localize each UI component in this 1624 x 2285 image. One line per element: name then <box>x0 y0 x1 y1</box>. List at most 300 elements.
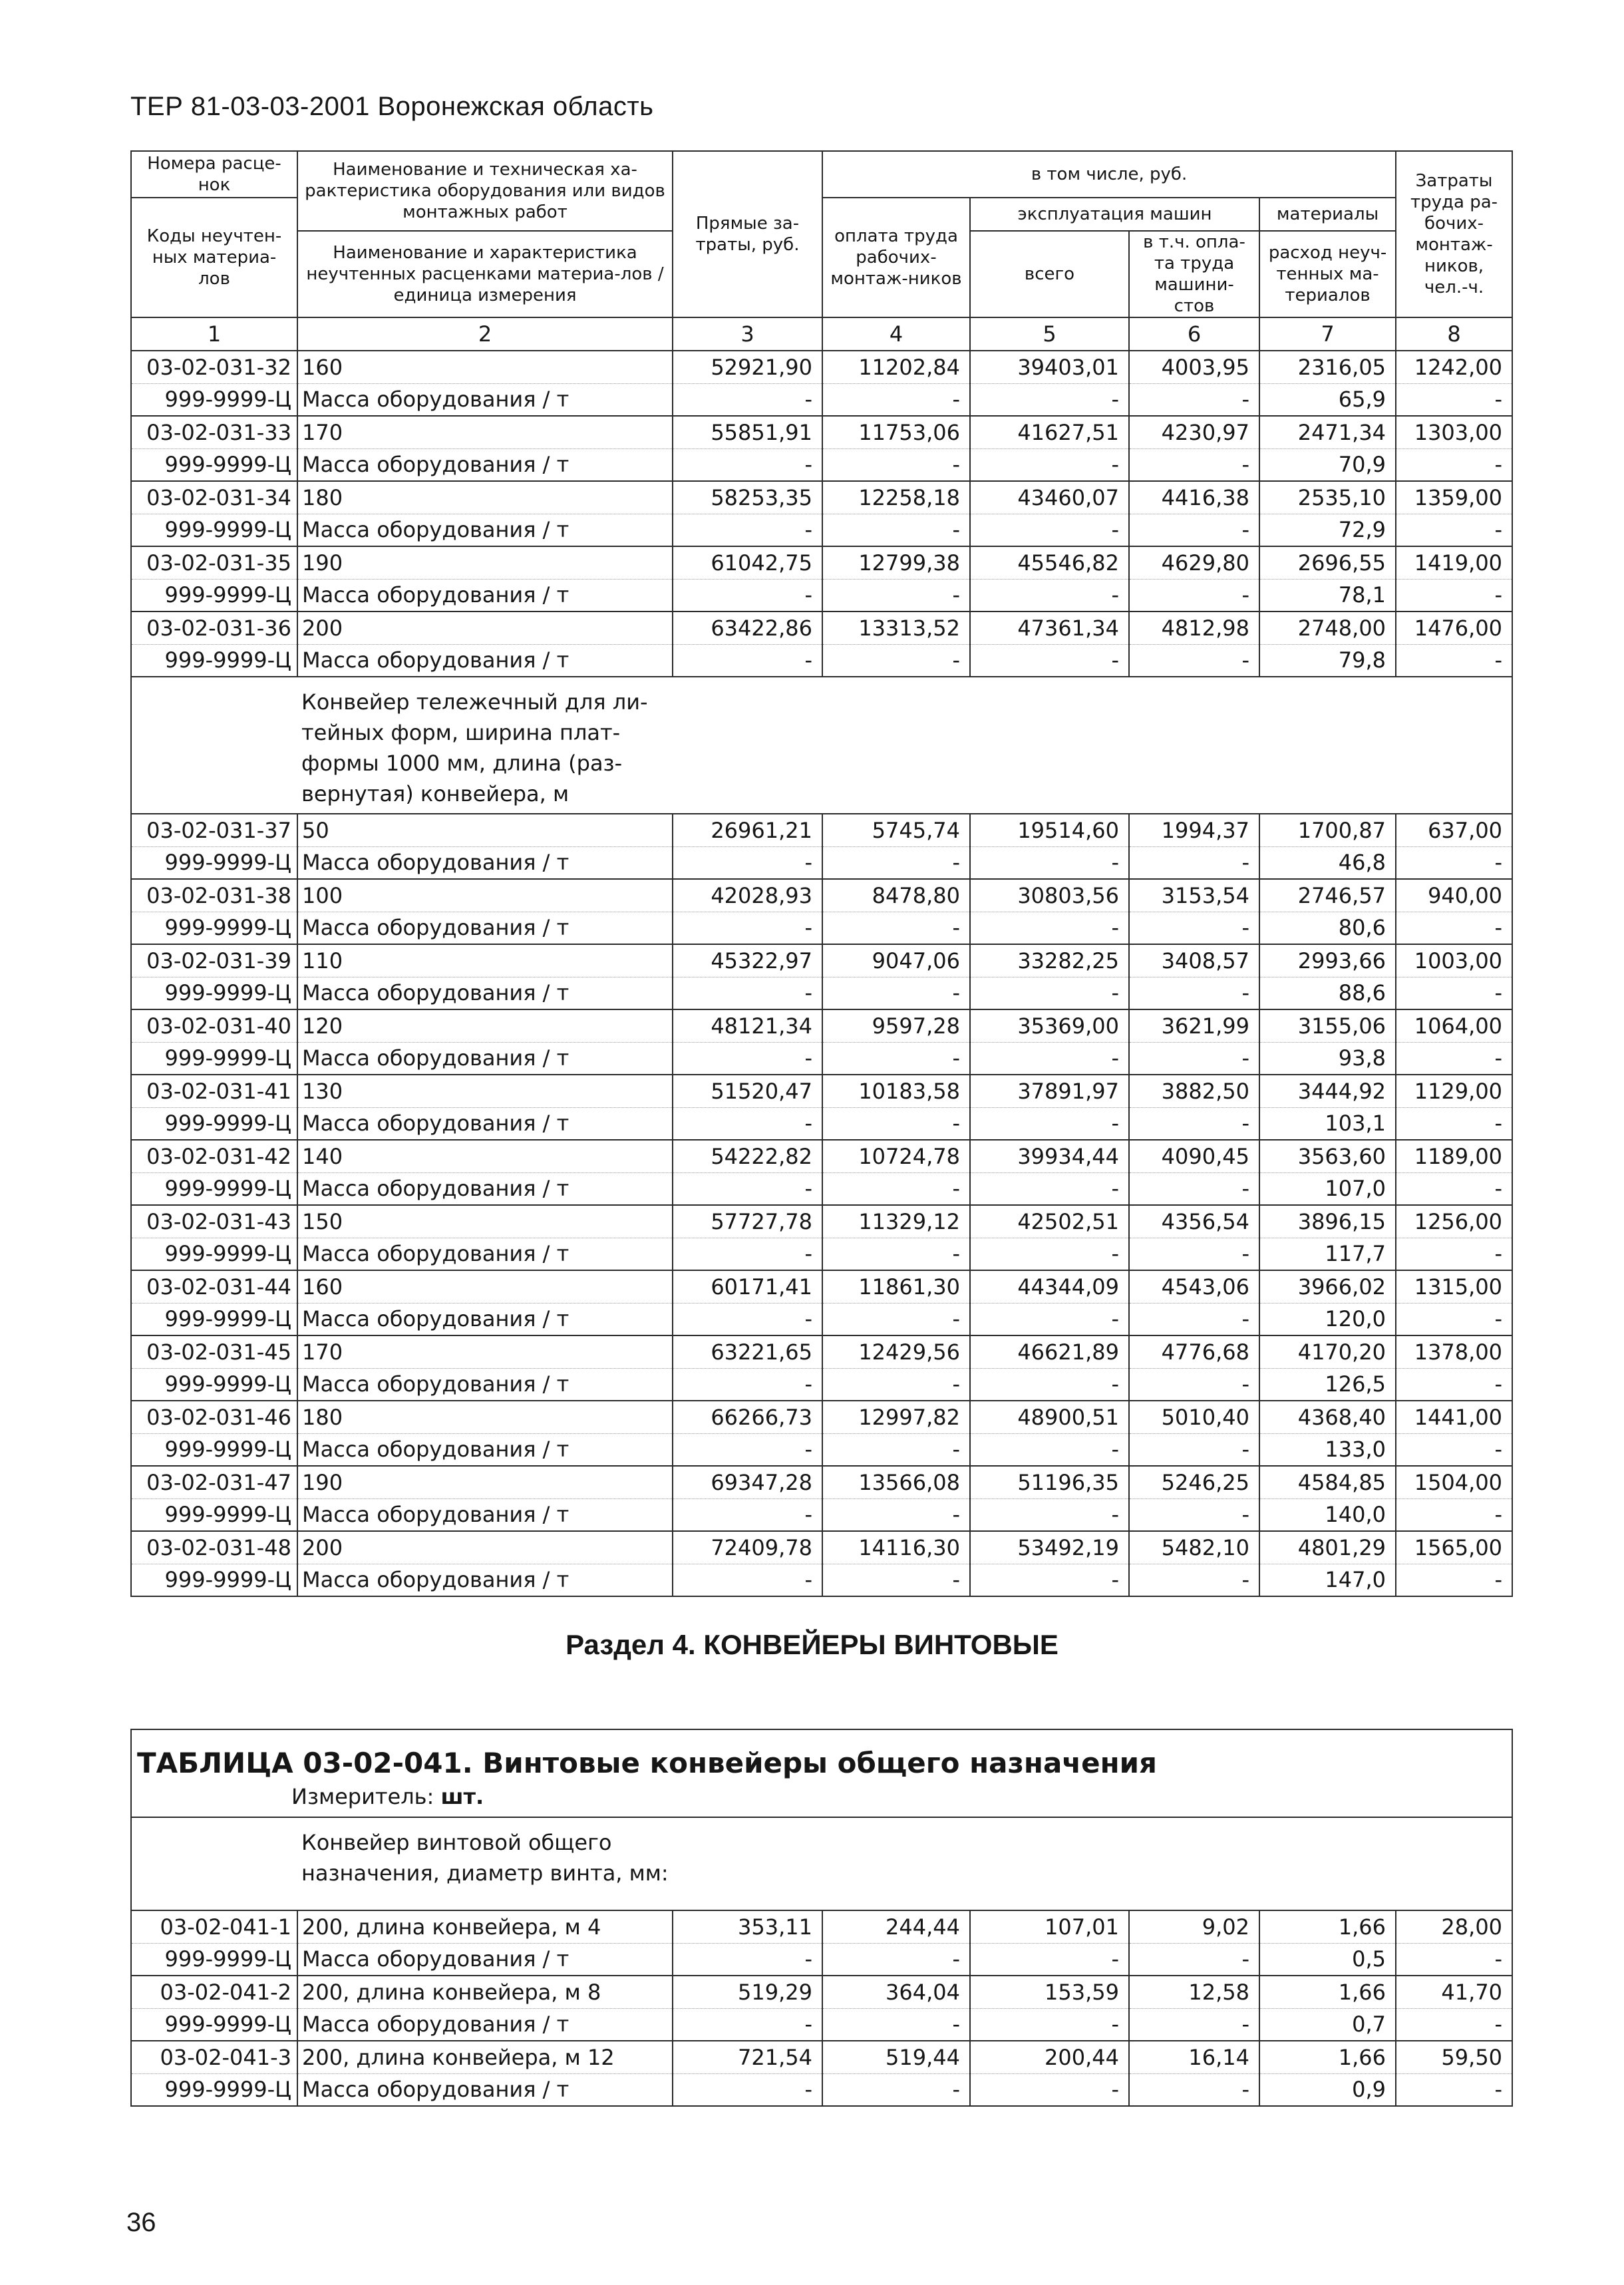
rate-row <box>131 1531 1512 1564</box>
direct-costs: 54222,82 <box>673 1140 822 1172</box>
material-name: Масса оборудования / т <box>297 1238 673 1270</box>
machines-incl: 4356,54 <box>1129 1205 1259 1238</box>
machines-incl: 3153,54 <box>1129 879 1259 912</box>
material-row <box>131 2008 1512 2041</box>
materials: 2316,05 <box>1259 351 1396 383</box>
dash: - <box>1129 1564 1259 1596</box>
dash: - <box>1396 1498 1512 1531</box>
dash: - <box>822 514 970 546</box>
dash: - <box>1129 1943 1259 1976</box>
rate-name: 120 <box>297 1009 673 1042</box>
dash: - <box>1396 448 1512 481</box>
labor-pay: 9597,28 <box>822 1009 970 1042</box>
dash: - <box>822 1564 970 1596</box>
labor-hours: 940,00 <box>1396 879 1512 912</box>
machines-incl: 4812,98 <box>1129 612 1259 644</box>
material-code: 999-9999-Ц <box>131 2073 297 2106</box>
material-name: Масса оборудования / т <box>297 1498 673 1531</box>
col-number: 1 <box>131 317 297 351</box>
labor-hours: 1419,00 <box>1396 546 1512 579</box>
machines-total: 46621,89 <box>970 1335 1129 1368</box>
rate-name: 200, длина конвейера, м 8 <box>297 1976 673 2008</box>
header-machines: эксплуатация машин <box>970 198 1259 231</box>
header-name-bottom: Наименование и характеристика неучтенных расценками материа-лов / единица измерения <box>297 231 673 317</box>
dash: - <box>673 1433 822 1466</box>
machines-incl: 5482,10 <box>1129 1531 1259 1564</box>
meter-label: Измеритель: <box>291 1784 434 1809</box>
material-name: Масса оборудования / т <box>297 1172 673 1205</box>
labor-hours: 1359,00 <box>1396 481 1512 514</box>
material-row <box>131 2073 1512 2106</box>
labor-hours: 637,00 <box>1396 814 1512 846</box>
direct-costs: 721,54 <box>673 2041 822 2073</box>
dash: - <box>822 1303 970 1335</box>
machines-total: 37891,97 <box>970 1075 1129 1107</box>
materials: 4170,20 <box>1259 1335 1396 1368</box>
labor-pay: 13566,08 <box>822 1466 970 1498</box>
rate-name: 130 <box>297 1075 673 1107</box>
material-code: 999-9999-Ц <box>131 514 297 546</box>
material-name: Масса оборудования / т <box>297 2073 673 2106</box>
dash: - <box>1129 1172 1259 1205</box>
dash: - <box>970 1433 1129 1466</box>
dash: - <box>1396 383 1512 416</box>
material-code: 999-9999-Ц <box>131 644 297 677</box>
materials: 1,66 <box>1259 2041 1396 2073</box>
material-code: 999-9999-Ц <box>131 1172 297 1205</box>
material-row <box>131 1303 1512 1335</box>
header-labor-pay: оплата труда рабочих-монтаж-ников <box>822 198 970 317</box>
material-consumption: 117,7 <box>1259 1238 1396 1270</box>
dash: - <box>970 1564 1129 1596</box>
direct-costs: 55851,91 <box>673 416 822 448</box>
material-row <box>131 1107 1512 1140</box>
rate-name: 190 <box>297 546 673 579</box>
material-code: 999-9999-Ц <box>131 1433 297 1466</box>
dash: - <box>1396 1172 1512 1205</box>
header-machines-total: всего <box>970 231 1129 317</box>
materials: 3563,60 <box>1259 1140 1396 1172</box>
dash: - <box>822 1433 970 1466</box>
rate-code: 03-02-031-37 <box>131 814 297 846</box>
rate-name: 160 <box>297 1270 673 1303</box>
rate-row <box>131 879 1512 912</box>
dash: - <box>970 2073 1129 2106</box>
meter-unit: шт. <box>440 1784 484 1809</box>
rate-code: 03-02-031-45 <box>131 1335 297 1368</box>
material-consumption: 80,6 <box>1259 912 1396 944</box>
rate-name: 140 <box>297 1140 673 1172</box>
dash: - <box>1396 1238 1512 1270</box>
material-code: 999-9999-Ц <box>131 579 297 612</box>
direct-costs: 48121,34 <box>673 1009 822 1042</box>
machines-total: 33282,25 <box>970 944 1129 977</box>
dash: - <box>1129 977 1259 1009</box>
rate-row <box>131 1976 1512 2008</box>
machines-incl: 12,58 <box>1129 1976 1259 2008</box>
dash: - <box>1396 1107 1512 1140</box>
material-name: Масса оборудования / т <box>297 846 673 879</box>
rate-code: 03-02-031-43 <box>131 1205 297 1238</box>
dash: - <box>673 514 822 546</box>
materials: 2535,10 <box>1259 481 1396 514</box>
material-row <box>131 1042 1512 1075</box>
col-number: 5 <box>970 317 1129 351</box>
labor-pay: 9047,06 <box>822 944 970 977</box>
machines-total: 35369,00 <box>970 1009 1129 1042</box>
rate-row <box>131 944 1512 977</box>
col-number: 8 <box>1396 317 1512 351</box>
col-number: 6 <box>1129 317 1259 351</box>
dash: - <box>1396 1303 1512 1335</box>
dash: - <box>673 1238 822 1270</box>
material-row <box>131 448 1512 481</box>
machines-incl: 5246,25 <box>1129 1466 1259 1498</box>
dash: - <box>1129 912 1259 944</box>
material-name: Масса оборудования / т <box>297 448 673 481</box>
dash: - <box>1129 1238 1259 1270</box>
machines-total: 47361,34 <box>970 612 1129 644</box>
machines-total: 53492,19 <box>970 1531 1129 1564</box>
dash: - <box>822 2008 970 2041</box>
direct-costs: 52921,90 <box>673 351 822 383</box>
dash: - <box>1396 1433 1512 1466</box>
rate-name: 180 <box>297 1401 673 1433</box>
materials: 2993,66 <box>1259 944 1396 977</box>
material-name: Масса оборудования / т <box>297 644 673 677</box>
material-consumption: 65,9 <box>1259 383 1396 416</box>
direct-costs: 60171,41 <box>673 1270 822 1303</box>
machines-total: 44344,09 <box>970 1270 1129 1303</box>
rate-code: 03-02-031-46 <box>131 1401 297 1433</box>
rate-row <box>131 546 1512 579</box>
dash: - <box>970 1042 1129 1075</box>
rate-row <box>131 1401 1512 1433</box>
col-number: 3 <box>673 317 822 351</box>
labor-hours: 28,00 <box>1396 1910 1512 1943</box>
dash: - <box>1129 383 1259 416</box>
material-name: Масса оборудования / т <box>297 1433 673 1466</box>
material-consumption: 107,0 <box>1259 1172 1396 1205</box>
dash: - <box>970 1303 1129 1335</box>
dash: - <box>673 912 822 944</box>
dash: - <box>1396 1042 1512 1075</box>
dash: - <box>673 2008 822 2041</box>
dash: - <box>970 383 1129 416</box>
page-header: ТЕР 81-03-03-2001 Воронежская область <box>130 92 654 121</box>
material-name: Масса оборудования / т <box>297 1107 673 1140</box>
dash: - <box>1129 579 1259 612</box>
material-row <box>131 514 1512 546</box>
materials: 3155,06 <box>1259 1009 1396 1042</box>
material-row <box>131 1943 1512 1976</box>
materials: 2471,34 <box>1259 416 1396 448</box>
material-consumption: 70,9 <box>1259 448 1396 481</box>
machines-incl: 5010,40 <box>1129 1401 1259 1433</box>
direct-costs: 26961,21 <box>673 814 822 846</box>
direct-costs: 51520,47 <box>673 1075 822 1107</box>
rate-code: 03-02-031-34 <box>131 481 297 514</box>
material-code: 999-9999-Ц <box>131 383 297 416</box>
material-consumption: 120,0 <box>1259 1303 1396 1335</box>
page-number: 36 <box>126 2208 156 2237</box>
dash: - <box>970 1943 1129 1976</box>
materials: 3966,02 <box>1259 1270 1396 1303</box>
dash: - <box>822 1042 970 1075</box>
group-label-trolley-conveyor: Конвейер тележечный для ли-тейных форм, ширина плат-формы 1000 мм, длина (раз-вернутая) конвейера, м <box>297 677 673 814</box>
col-number: 4 <box>822 317 970 351</box>
rate-code: 03-02-031-42 <box>131 1140 297 1172</box>
dash: - <box>822 383 970 416</box>
machines-total: 153,59 <box>970 1976 1129 2008</box>
labor-pay: 12997,82 <box>822 1401 970 1433</box>
section-heading: Раздел 4. КОНВЕЙЕРЫ ВИНТОВЫЕ <box>566 1629 1058 1660</box>
rate-name: 200 <box>297 612 673 644</box>
rate-row <box>131 1466 1512 1498</box>
machines-incl: 4416,38 <box>1129 481 1259 514</box>
direct-costs: 353,11 <box>673 1910 822 1943</box>
material-name: Масса оборудования / т <box>297 1042 673 1075</box>
material-code: 999-9999-Ц <box>131 1943 297 1976</box>
rate-code: 03-02-031-48 <box>131 1531 297 1564</box>
materials: 1,66 <box>1259 1910 1396 1943</box>
dash: - <box>673 977 822 1009</box>
material-consumption: 0,9 <box>1259 2073 1396 2106</box>
rate-name: 190 <box>297 1466 673 1498</box>
material-code: 999-9999-Ц <box>131 1564 297 1596</box>
material-code: 999-9999-Ц <box>131 912 297 944</box>
col-number: 7 <box>1259 317 1396 351</box>
direct-costs: 45322,97 <box>673 944 822 977</box>
dash: - <box>1396 1368 1512 1401</box>
rates-table-03-02-041 <box>130 1729 1513 2107</box>
dash: - <box>1396 644 1512 677</box>
machines-incl: 4543,06 <box>1129 1270 1259 1303</box>
materials: 3896,15 <box>1259 1205 1396 1238</box>
direct-costs: 57727,78 <box>673 1205 822 1238</box>
material-row <box>131 846 1512 879</box>
labor-pay: 12429,56 <box>822 1335 970 1368</box>
labor-hours: 1504,00 <box>1396 1466 1512 1498</box>
material-code: 999-9999-Ц <box>131 1238 297 1270</box>
dash: - <box>1396 846 1512 879</box>
material-name: Масса оборудования / т <box>297 383 673 416</box>
materials: 2746,57 <box>1259 879 1396 912</box>
material-name: Масса оборудования / т <box>297 514 673 546</box>
labor-pay: 10183,58 <box>822 1075 970 1107</box>
rate-name: 160 <box>297 351 673 383</box>
material-name: Масса оборудования / т <box>297 1303 673 1335</box>
rate-row <box>131 416 1512 448</box>
machines-total: 30803,56 <box>970 879 1129 912</box>
machines-incl: 4090,45 <box>1129 1140 1259 1172</box>
dash: - <box>673 1042 822 1075</box>
materials: 4584,85 <box>1259 1466 1396 1498</box>
direct-costs: 58253,35 <box>673 481 822 514</box>
machines-total: 45546,82 <box>970 546 1129 579</box>
material-name: Масса оборудования / т <box>297 912 673 944</box>
material-code: 999-9999-Ц <box>131 448 297 481</box>
labor-pay: 13313,52 <box>822 612 970 644</box>
material-row <box>131 1368 1512 1401</box>
rate-name: 50 <box>297 814 673 846</box>
machines-incl: 4776,68 <box>1129 1335 1259 1368</box>
machines-total: 42502,51 <box>970 1205 1129 1238</box>
dash: - <box>970 448 1129 481</box>
rate-row <box>131 1910 1512 1943</box>
dash: - <box>970 2008 1129 2041</box>
dash: - <box>673 1172 822 1205</box>
header-labor-hours: Затраты труда ра-бочих-монтаж-ников, чел.-ч. <box>1396 151 1512 317</box>
dash: - <box>822 846 970 879</box>
dash: - <box>1396 977 1512 1009</box>
material-row <box>131 1238 1512 1270</box>
dash: - <box>970 579 1129 612</box>
labor-hours: 1003,00 <box>1396 944 1512 977</box>
materials: 3444,92 <box>1259 1075 1396 1107</box>
rate-row <box>131 1270 1512 1303</box>
dash: - <box>970 1498 1129 1531</box>
rate-row <box>131 1335 1512 1368</box>
materials: 4801,29 <box>1259 1531 1396 1564</box>
material-code: 999-9999-Ц <box>131 1042 297 1075</box>
material-consumption: 78,1 <box>1259 579 1396 612</box>
rate-row <box>131 351 1512 383</box>
labor-pay: 244,44 <box>822 1910 970 1943</box>
rate-name: 170 <box>297 1335 673 1368</box>
dash: - <box>822 2073 970 2106</box>
rate-code: 03-02-031-39 <box>131 944 297 977</box>
material-name: Масса оборудования / т <box>297 1564 673 1596</box>
machines-total: 107,01 <box>970 1910 1129 1943</box>
dash: - <box>1129 644 1259 677</box>
dash: - <box>1396 514 1512 546</box>
col-number: 2 <box>297 317 673 351</box>
rate-name: 200, длина конвейера, м 4 <box>297 1910 673 1943</box>
dash: - <box>822 1943 970 1976</box>
material-name: Масса оборудования / т <box>297 579 673 612</box>
material-row <box>131 1433 1512 1466</box>
material-consumption: 93,8 <box>1259 1042 1396 1075</box>
machines-incl: 4629,80 <box>1129 546 1259 579</box>
dash: - <box>673 644 822 677</box>
material-code: 999-9999-Ц <box>131 1368 297 1401</box>
material-code: 999-9999-Ц <box>131 977 297 1009</box>
rate-name: 110 <box>297 944 673 977</box>
labor-hours: 1242,00 <box>1396 351 1512 383</box>
labor-pay: 11861,30 <box>822 1270 970 1303</box>
dash: - <box>673 1564 822 1596</box>
rate-row <box>131 2041 1512 2073</box>
dash: - <box>1129 1107 1259 1140</box>
table-title: ТАБЛИЦА 03-02-041. Винтовые конвейеры общего назначения <box>131 1729 1512 1782</box>
dash: - <box>970 644 1129 677</box>
rate-code: 03-02-041-3 <box>131 2041 297 2073</box>
machines-incl: 9,02 <box>1129 1910 1259 1943</box>
dash: - <box>822 448 970 481</box>
material-code: 999-9999-Ц <box>131 846 297 879</box>
rates-table-03-02-031 <box>130 150 1513 1597</box>
table-meter <box>131 1782 1512 1817</box>
dash: - <box>1129 1498 1259 1531</box>
dash: - <box>1396 912 1512 944</box>
rate-code: 03-02-031-40 <box>131 1009 297 1042</box>
header-name-top: Наименование и техническая ха-рактеристика оборудования или видов монтажных работ <box>297 151 673 231</box>
labor-pay: 364,04 <box>822 1976 970 2008</box>
material-consumption: 72,9 <box>1259 514 1396 546</box>
dash: - <box>673 846 822 879</box>
material-consumption: 140,0 <box>1259 1498 1396 1531</box>
dash: - <box>970 1368 1129 1401</box>
dash: - <box>673 448 822 481</box>
machines-total: 19514,60 <box>970 814 1129 846</box>
machines-total: 39934,44 <box>970 1140 1129 1172</box>
machines-total: 43460,07 <box>970 481 1129 514</box>
material-consumption: 133,0 <box>1259 1433 1396 1466</box>
dash: - <box>1396 2008 1512 2041</box>
group-label-screw-conveyor: Конвейер винтовой общего назначения, диаметр винта, мм: <box>297 1817 673 1910</box>
materials: 4368,40 <box>1259 1401 1396 1433</box>
rate-name: 180 <box>297 481 673 514</box>
dash: - <box>822 1172 970 1205</box>
dash: - <box>970 912 1129 944</box>
machines-incl: 4230,97 <box>1129 416 1259 448</box>
rate-row <box>131 481 1512 514</box>
dash: - <box>970 846 1129 879</box>
labor-hours: 1189,00 <box>1396 1140 1512 1172</box>
labor-pay: 12258,18 <box>822 481 970 514</box>
rate-name: 170 <box>297 416 673 448</box>
dash: - <box>1396 1564 1512 1596</box>
labor-pay: 8478,80 <box>822 879 970 912</box>
material-row <box>131 644 1512 677</box>
header-machines-incl: в т.ч. опла-та труда машини-стов <box>1129 231 1259 317</box>
dash: - <box>822 1107 970 1140</box>
rate-code: 03-02-041-1 <box>131 1910 297 1943</box>
dash: - <box>1129 448 1259 481</box>
header-codes-top: Номера расце-нок <box>131 151 297 198</box>
labor-hours: 1476,00 <box>1396 612 1512 644</box>
material-consumption: 88,6 <box>1259 977 1396 1009</box>
header-materials-unaccounted: расход неуч-тенных ма-териалов <box>1259 231 1396 317</box>
labor-hours: 1378,00 <box>1396 1335 1512 1368</box>
material-row <box>131 977 1512 1009</box>
dash: - <box>673 579 822 612</box>
material-name: Масса оборудования / т <box>297 2008 673 2041</box>
labor-hours: 59,50 <box>1396 2041 1512 2073</box>
rate-code: 03-02-041-2 <box>131 1976 297 2008</box>
machines-incl: 4003,95 <box>1129 351 1259 383</box>
rate-code: 03-02-031-32 <box>131 351 297 383</box>
rate-name: 100 <box>297 879 673 912</box>
dash: - <box>673 1498 822 1531</box>
dash: - <box>1129 1433 1259 1466</box>
rate-name: 150 <box>297 1205 673 1238</box>
dash: - <box>673 1943 822 1976</box>
rate-row <box>131 1140 1512 1172</box>
material-consumption: 126,5 <box>1259 1368 1396 1401</box>
rate-row <box>131 1075 1512 1107</box>
rate-name: 200 <box>297 1531 673 1564</box>
labor-pay: 14116,30 <box>822 1531 970 1564</box>
materials: 1,66 <box>1259 1976 1396 2008</box>
dash: - <box>970 1107 1129 1140</box>
rate-code: 03-02-031-35 <box>131 546 297 579</box>
dash: - <box>970 514 1129 546</box>
dash: - <box>822 912 970 944</box>
direct-costs: 66266,73 <box>673 1401 822 1433</box>
rate-name: 200, длина конвейера, м 12 <box>297 2041 673 2073</box>
